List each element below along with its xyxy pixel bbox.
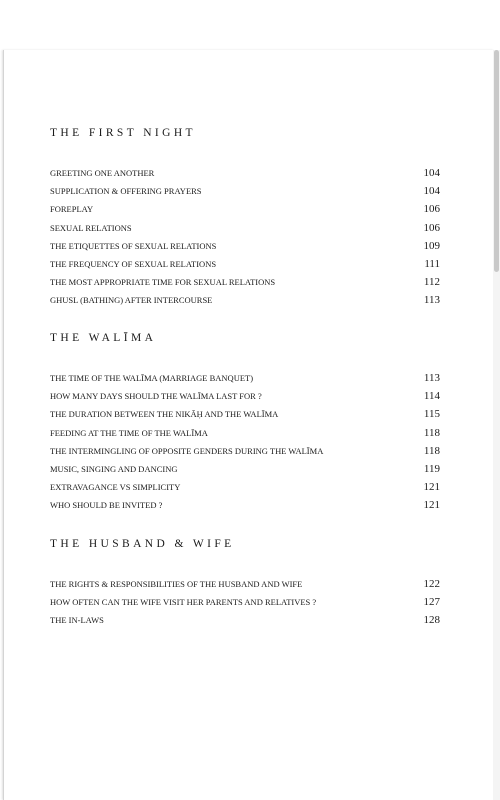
- toc-entry[interactable]: [50, 369, 440, 387]
- toc-entry-title: HOW MANY DAYS SHOULD THE WALĪMA LAST FOR ?: [50, 391, 262, 402]
- section-title: THE WALĪMA: [50, 332, 157, 344]
- toc-entry-title: SUPPLICATION & OFFERING PRAYERS: [50, 186, 202, 197]
- toc-entry[interactable]: [50, 496, 440, 514]
- top-bar: [0, 0, 500, 50]
- toc-entry[interactable]: [50, 200, 440, 218]
- section-title: THE HUSBAND & WIFE: [50, 538, 235, 550]
- toc-entry[interactable]: [50, 424, 440, 442]
- toc-entry[interactable]: [50, 237, 440, 255]
- toc-entry-page: 104: [423, 167, 440, 179]
- toc-entry[interactable]: [50, 442, 440, 460]
- toc-entry-page: 104: [423, 185, 440, 198]
- toc-entry-title: THE TIME OF THE WALĪMA (MARRIAGE BANQUET): [50, 373, 254, 383]
- toc-entry-page: 119: [423, 462, 440, 475]
- toc-entry-title: MUSIC, SINGING AND DANCING: [50, 463, 178, 474]
- toc-entry-title: GREETING ONE ANOTHER: [50, 168, 155, 178]
- toc-entry-page: 118: [423, 426, 440, 439]
- toc-entry-page: 121: [423, 481, 440, 494]
- toc-entry-page: 118: [423, 444, 440, 457]
- toc-entry[interactable]: [50, 273, 440, 291]
- scrollbar-thumb[interactable]: [494, 50, 499, 272]
- toc-entry-title: THE INTERMINGLING OF OPPOSITE GENDERS DURING THE WALĪMA: [50, 445, 324, 456]
- toc-entry-page: 106: [423, 203, 440, 216]
- section-title: THE FIRST NIGHT: [50, 127, 196, 139]
- toc-entry[interactable]: [50, 593, 440, 611]
- toc-entry[interactable]: [50, 478, 440, 496]
- toc-entry-page: 114: [423, 390, 440, 403]
- toc-entry-page: 113: [423, 294, 440, 307]
- toc-entry[interactable]: [50, 611, 440, 629]
- toc-entry[interactable]: [50, 219, 440, 237]
- toc-entry[interactable]: [50, 164, 440, 182]
- toc-entry-page: 127: [423, 596, 440, 609]
- toc-entry[interactable]: [50, 405, 440, 423]
- toc-entry-page: 113: [423, 372, 440, 384]
- toc-section-first-night: [50, 126, 440, 310]
- toc-entry-page: 115: [423, 408, 440, 421]
- toc-entry[interactable]: [50, 255, 440, 273]
- toc-entry[interactable]: [50, 575, 440, 593]
- toc-entry-page: 122: [423, 578, 440, 590]
- toc-entry-title: THE MOST APPROPRIATE TIME FOR SEXUAL RELATIONS: [50, 277, 276, 288]
- toc-entry-title: FOREPLAY: [50, 204, 94, 215]
- toc-entry-title: THE DURATION BETWEEN THE NIKĀḤ AND THE WALĪMA: [50, 409, 279, 420]
- toc-entry-page: 112: [423, 276, 440, 289]
- toc-entry-title: SEXUAL RELATIONS: [50, 222, 132, 233]
- toc-entry-title: GHUSL (BATHING) AFTER INTERCOURSE: [50, 295, 213, 306]
- toc-section-walima: [50, 331, 440, 515]
- toc-entry-title: FEEDING AT THE TIME OF THE WALĪMA: [50, 427, 208, 438]
- toc-entries: [50, 369, 440, 515]
- toc-entry-title: HOW OFTEN CAN THE WIFE VISIT HER PARENTS AND RELATIVES ?: [50, 597, 317, 608]
- toc-entry-title: THE RIGHTS & RESPONSIBILITIES OF THE HUSBAND AND WIFE: [50, 579, 303, 589]
- toc-entry-page: 109: [423, 239, 440, 252]
- toc-entries: [50, 164, 440, 310]
- toc-entry[interactable]: [50, 291, 440, 309]
- toc-entry[interactable]: [50, 460, 440, 478]
- toc-entry-title: WHO SHOULD BE INVITED ?: [50, 500, 163, 511]
- toc-section-husband-wife: [50, 537, 440, 630]
- toc-entry-title: THE IN-LAWS: [50, 615, 104, 626]
- toc-entry[interactable]: [50, 387, 440, 405]
- toc-entry-title: THE FREQUENCY OF SEXUAL RELATIONS: [50, 258, 217, 269]
- toc-entries: [50, 575, 440, 630]
- toc-entry-page: 128: [423, 614, 440, 627]
- toc-entry-page: 121: [423, 499, 440, 512]
- toc-entry-title: EXTRAVAGANCE VS SIMPLICITY: [50, 482, 181, 493]
- toc-entry-page: 111: [424, 257, 440, 270]
- toc-entry[interactable]: [50, 182, 440, 200]
- toc-entry-title: THE ETIQUETTES OF SEXUAL RELATIONS: [50, 240, 217, 251]
- toc-entry-page: 106: [423, 221, 440, 234]
